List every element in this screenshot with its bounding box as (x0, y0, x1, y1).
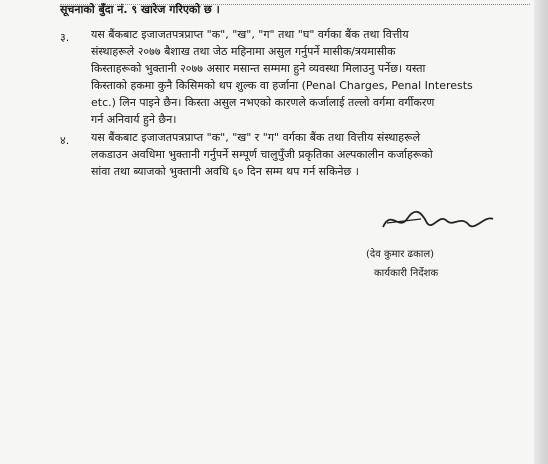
signatory-title: कार्यकारी निर्देशक (374, 268, 439, 279)
page-edge-shadow (534, 0, 548, 464)
item-4-line-3: सांवा तथा ब्याजको भुक्तानी अवधि ६० दिन सम्म थप गर्न सकिनेछ । (91, 165, 359, 178)
item-3-line-6: गर्न अनिवार्य हुने छैन। (91, 113, 177, 126)
item-3-line-2: संस्थाहरूले २०७७ बैशाख तथा जेठ महिनामा असुल गर्नुपर्ने मासीक/त्रयमासीक (91, 45, 396, 58)
signatory-name: (देव कुमार ढकाल) (366, 249, 435, 260)
item-4-line-2: लकडाउन अवधिमा भुक्तानी गर्नुपर्ने सम्पूर्ण चालुपुँजी प्रकृतिका अल्पकालीन कर्जाहरूको (91, 148, 433, 161)
item-3-number: ३. (60, 31, 70, 44)
item-3-line-5: etc.) लिन पाइने छैन। किस्ता असुल नभएको कारणले कर्जालाई तल्लो वर्गमा वर्गीकरण (91, 96, 435, 109)
item-3-line-4: किस्ताको हकमा कुनै किसिमको थप शुल्क वा हर्जाना (Penal Charges, Penal Interests (91, 79, 473, 92)
item-3-line-1: यस बैंकबाट इजाजतपत्रप्राप्त "क", "ख", "ग" तथा "घ" वर्गका बैंक तथा वित्तीय (91, 28, 409, 41)
top-line: सूचनाको बुँदा नं. ९ खारेज गरिएको छ । (60, 3, 220, 16)
item-4-line-1: यस बैंकबाट इजाजतपत्रप्राप्त "क", "ख" र "ग" वर्गका बैंक तथा वित्तीय संस्थाहरूले (91, 131, 421, 144)
signature-image (377, 201, 497, 235)
item-3-line-3: किस्ताहरूको भुक्तानी २०७७ असार मसान्त सम्ममा हुने व्यवस्था मिलाउनु पर्नेछ। यस्ता (91, 62, 426, 75)
item-4-number: ४. (60, 134, 70, 147)
